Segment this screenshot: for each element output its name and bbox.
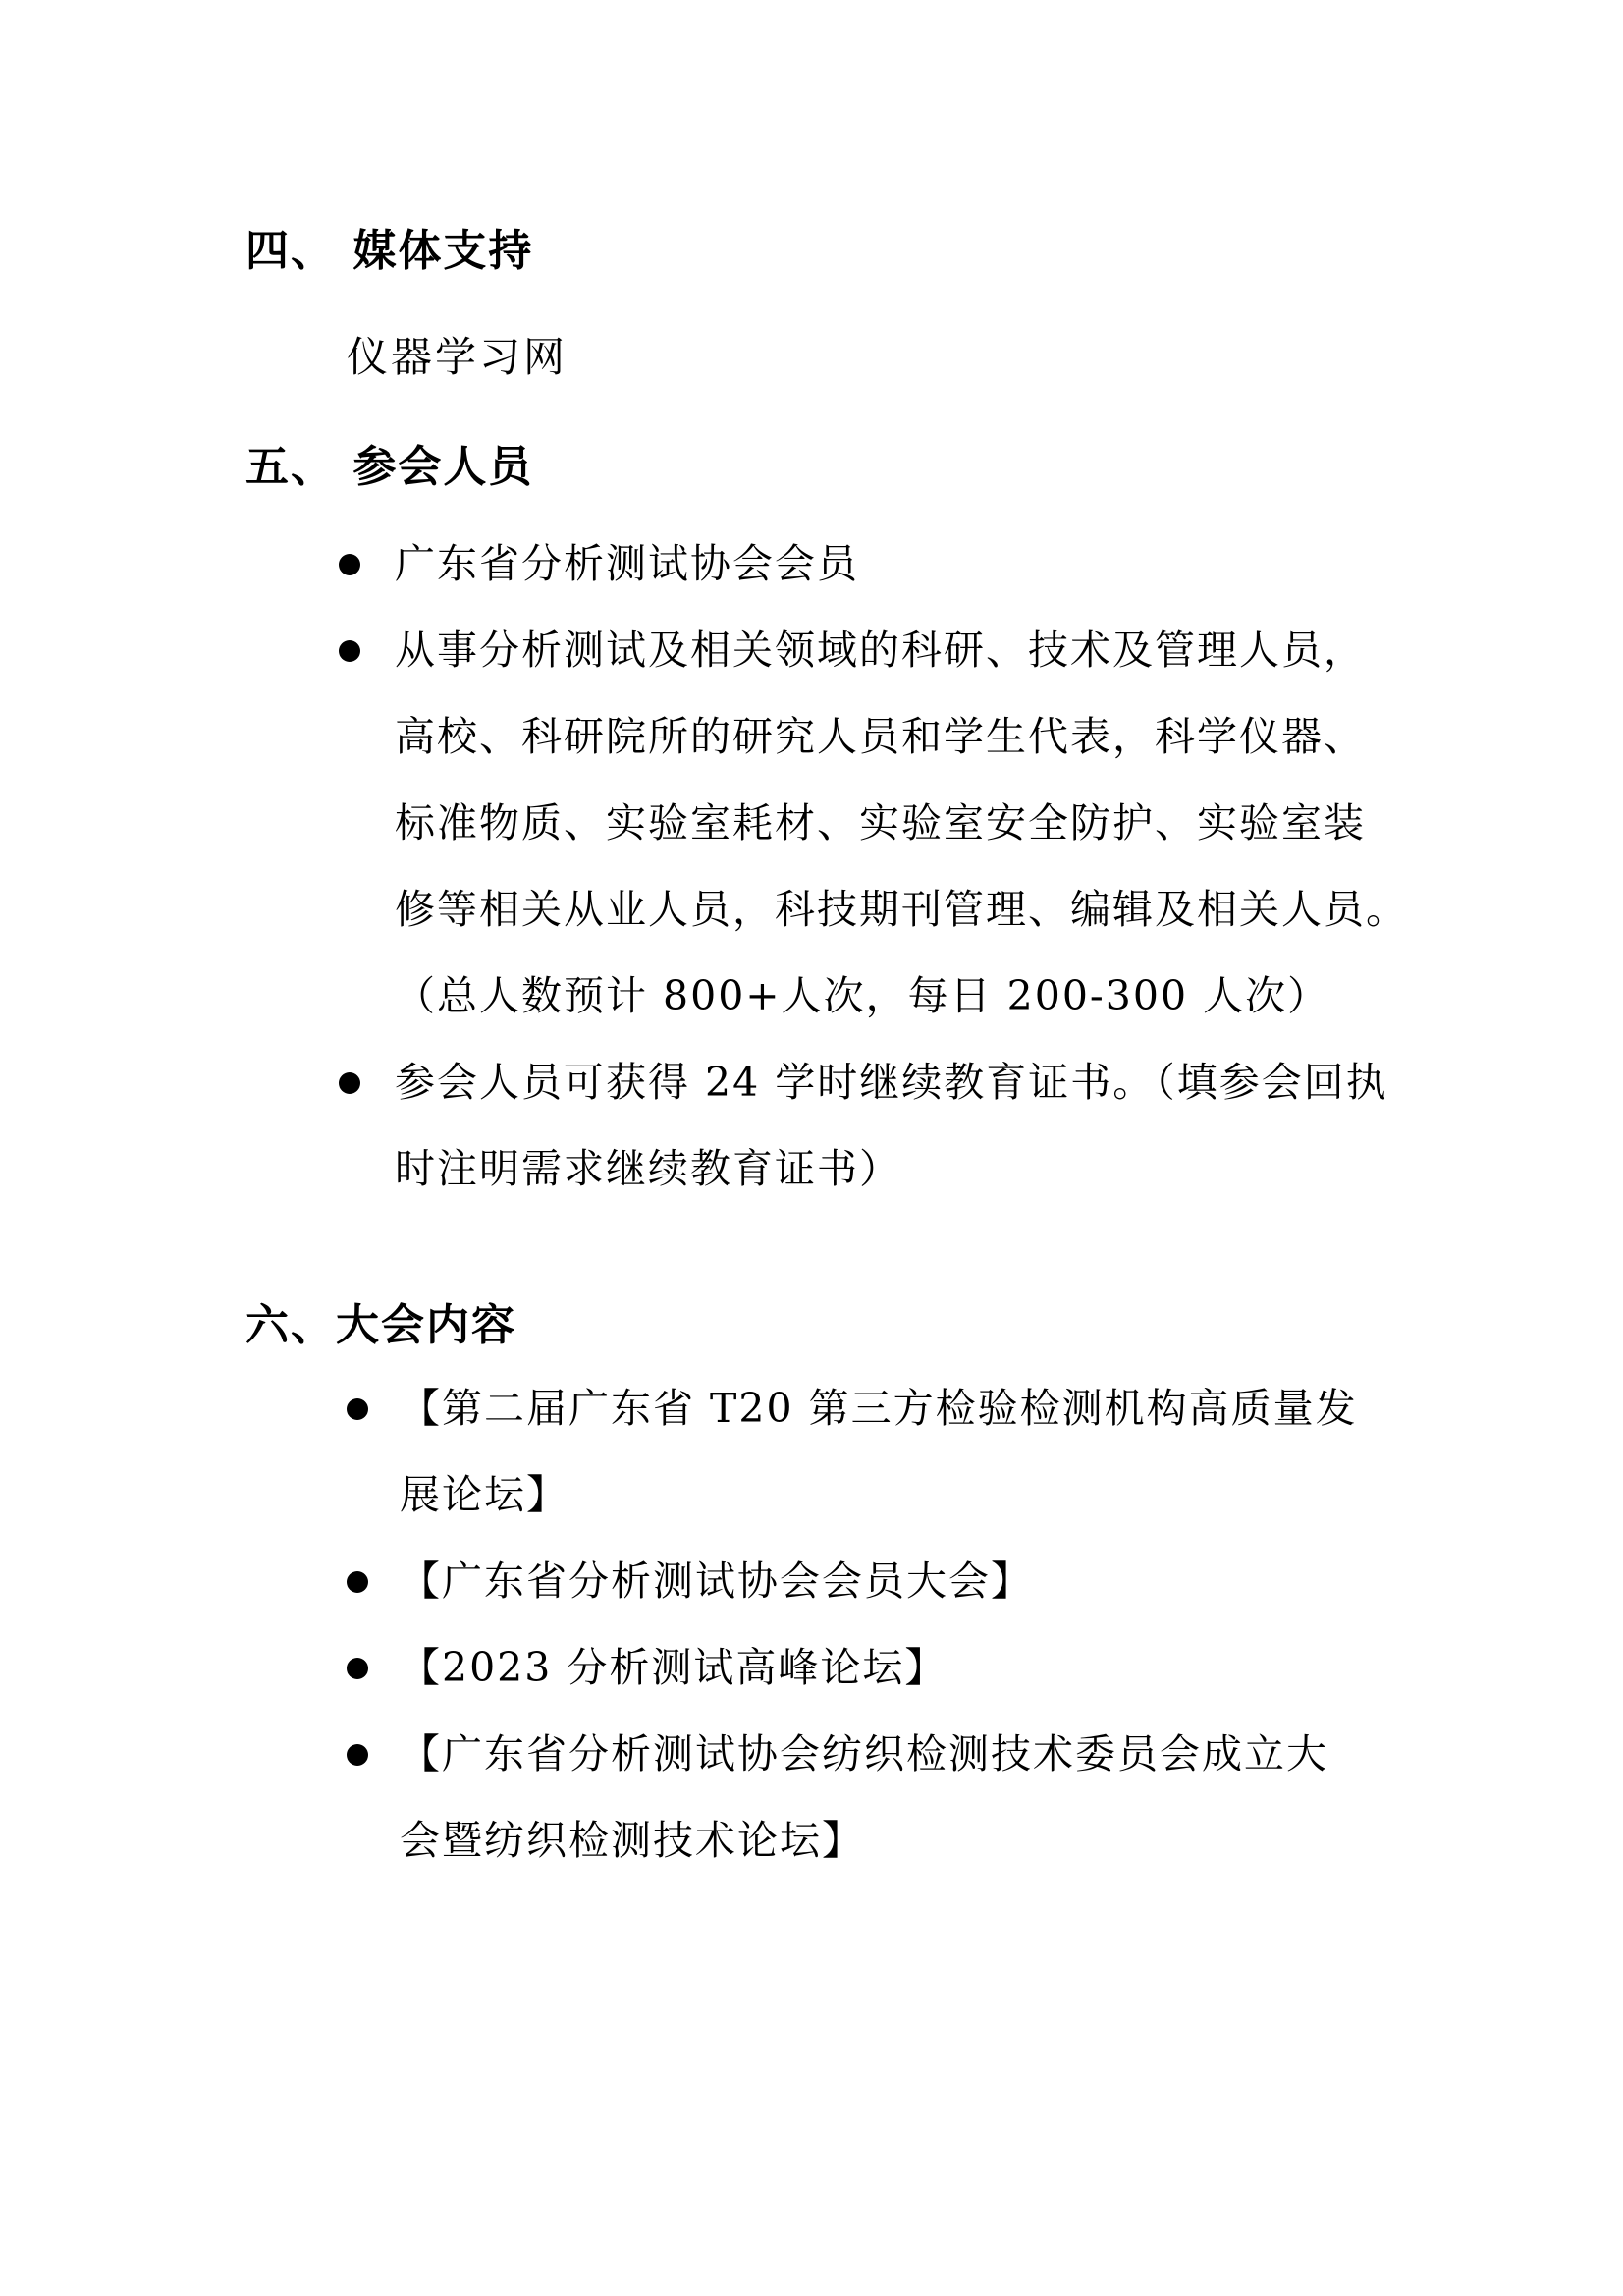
section-6-heading: 六、大会内容 [245,1300,516,1350]
list-item-line: 广东省分析测试协会会员 [395,540,859,587]
list-item [339,1624,1394,1711]
list-item-line: 展论坛】 [400,1471,568,1518]
list-item-line: 修等相关从业人员，科技期刊管理、编辑及相关人员。 [395,886,1408,933]
list-item-line: 时注明需求继续教育证书） [395,1145,901,1192]
list-item [339,1365,1394,1538]
list-item [339,1711,1394,1884]
list-item-line: 高校、科研院所的研究人员和学生代表，科学仪器、 [395,713,1366,760]
media-support-text: 仪器学习网 [347,333,568,381]
list-item [339,520,1394,607]
bullet-icon [339,640,360,662]
bullet-icon [347,1571,368,1593]
list-item-line: 从事分析测试及相关领域的科研、技术及管理人员， [395,627,1366,674]
bullet-icon [347,1744,368,1766]
section-4-heading: 四、 媒体支持 [245,226,534,276]
bullet-icon [339,1072,360,1094]
attendee-list [339,520,1408,1212]
list-item [339,1538,1394,1624]
section-5-heading: 五、 参会人员 [245,442,534,492]
list-item-line: 参会人员可获得 24 学时继续教育证书。（填参会回执 [395,1059,1388,1106]
bullet-icon [347,1398,368,1420]
list-item-line: 会暨纺织检测技术论坛】 [400,1817,864,1864]
list-item-line: 【第二届广东省 T20 第三方检验检测机构高质量发 [400,1385,1358,1432]
list-item [339,607,1408,1039]
list-item-line: 【广东省分析测试协会会员大会】 [400,1558,1033,1605]
conference-content-list [339,1365,1394,1884]
bullet-icon [339,554,360,575]
list-item-line: 标准物质、实验室耗材、实验室安全防护、实验室装 [395,799,1366,847]
list-item [339,1039,1394,1212]
list-item-line: 【2023 分析测试高峰论坛】 [400,1644,947,1691]
bullet-icon [347,1658,368,1679]
list-item-line: （总人数预计 800+人次，每日 200-300 人次） [395,972,1330,1019]
list-item-line: 【广东省分析测试协会纺织检测技术委员会成立大 [400,1730,1328,1777]
